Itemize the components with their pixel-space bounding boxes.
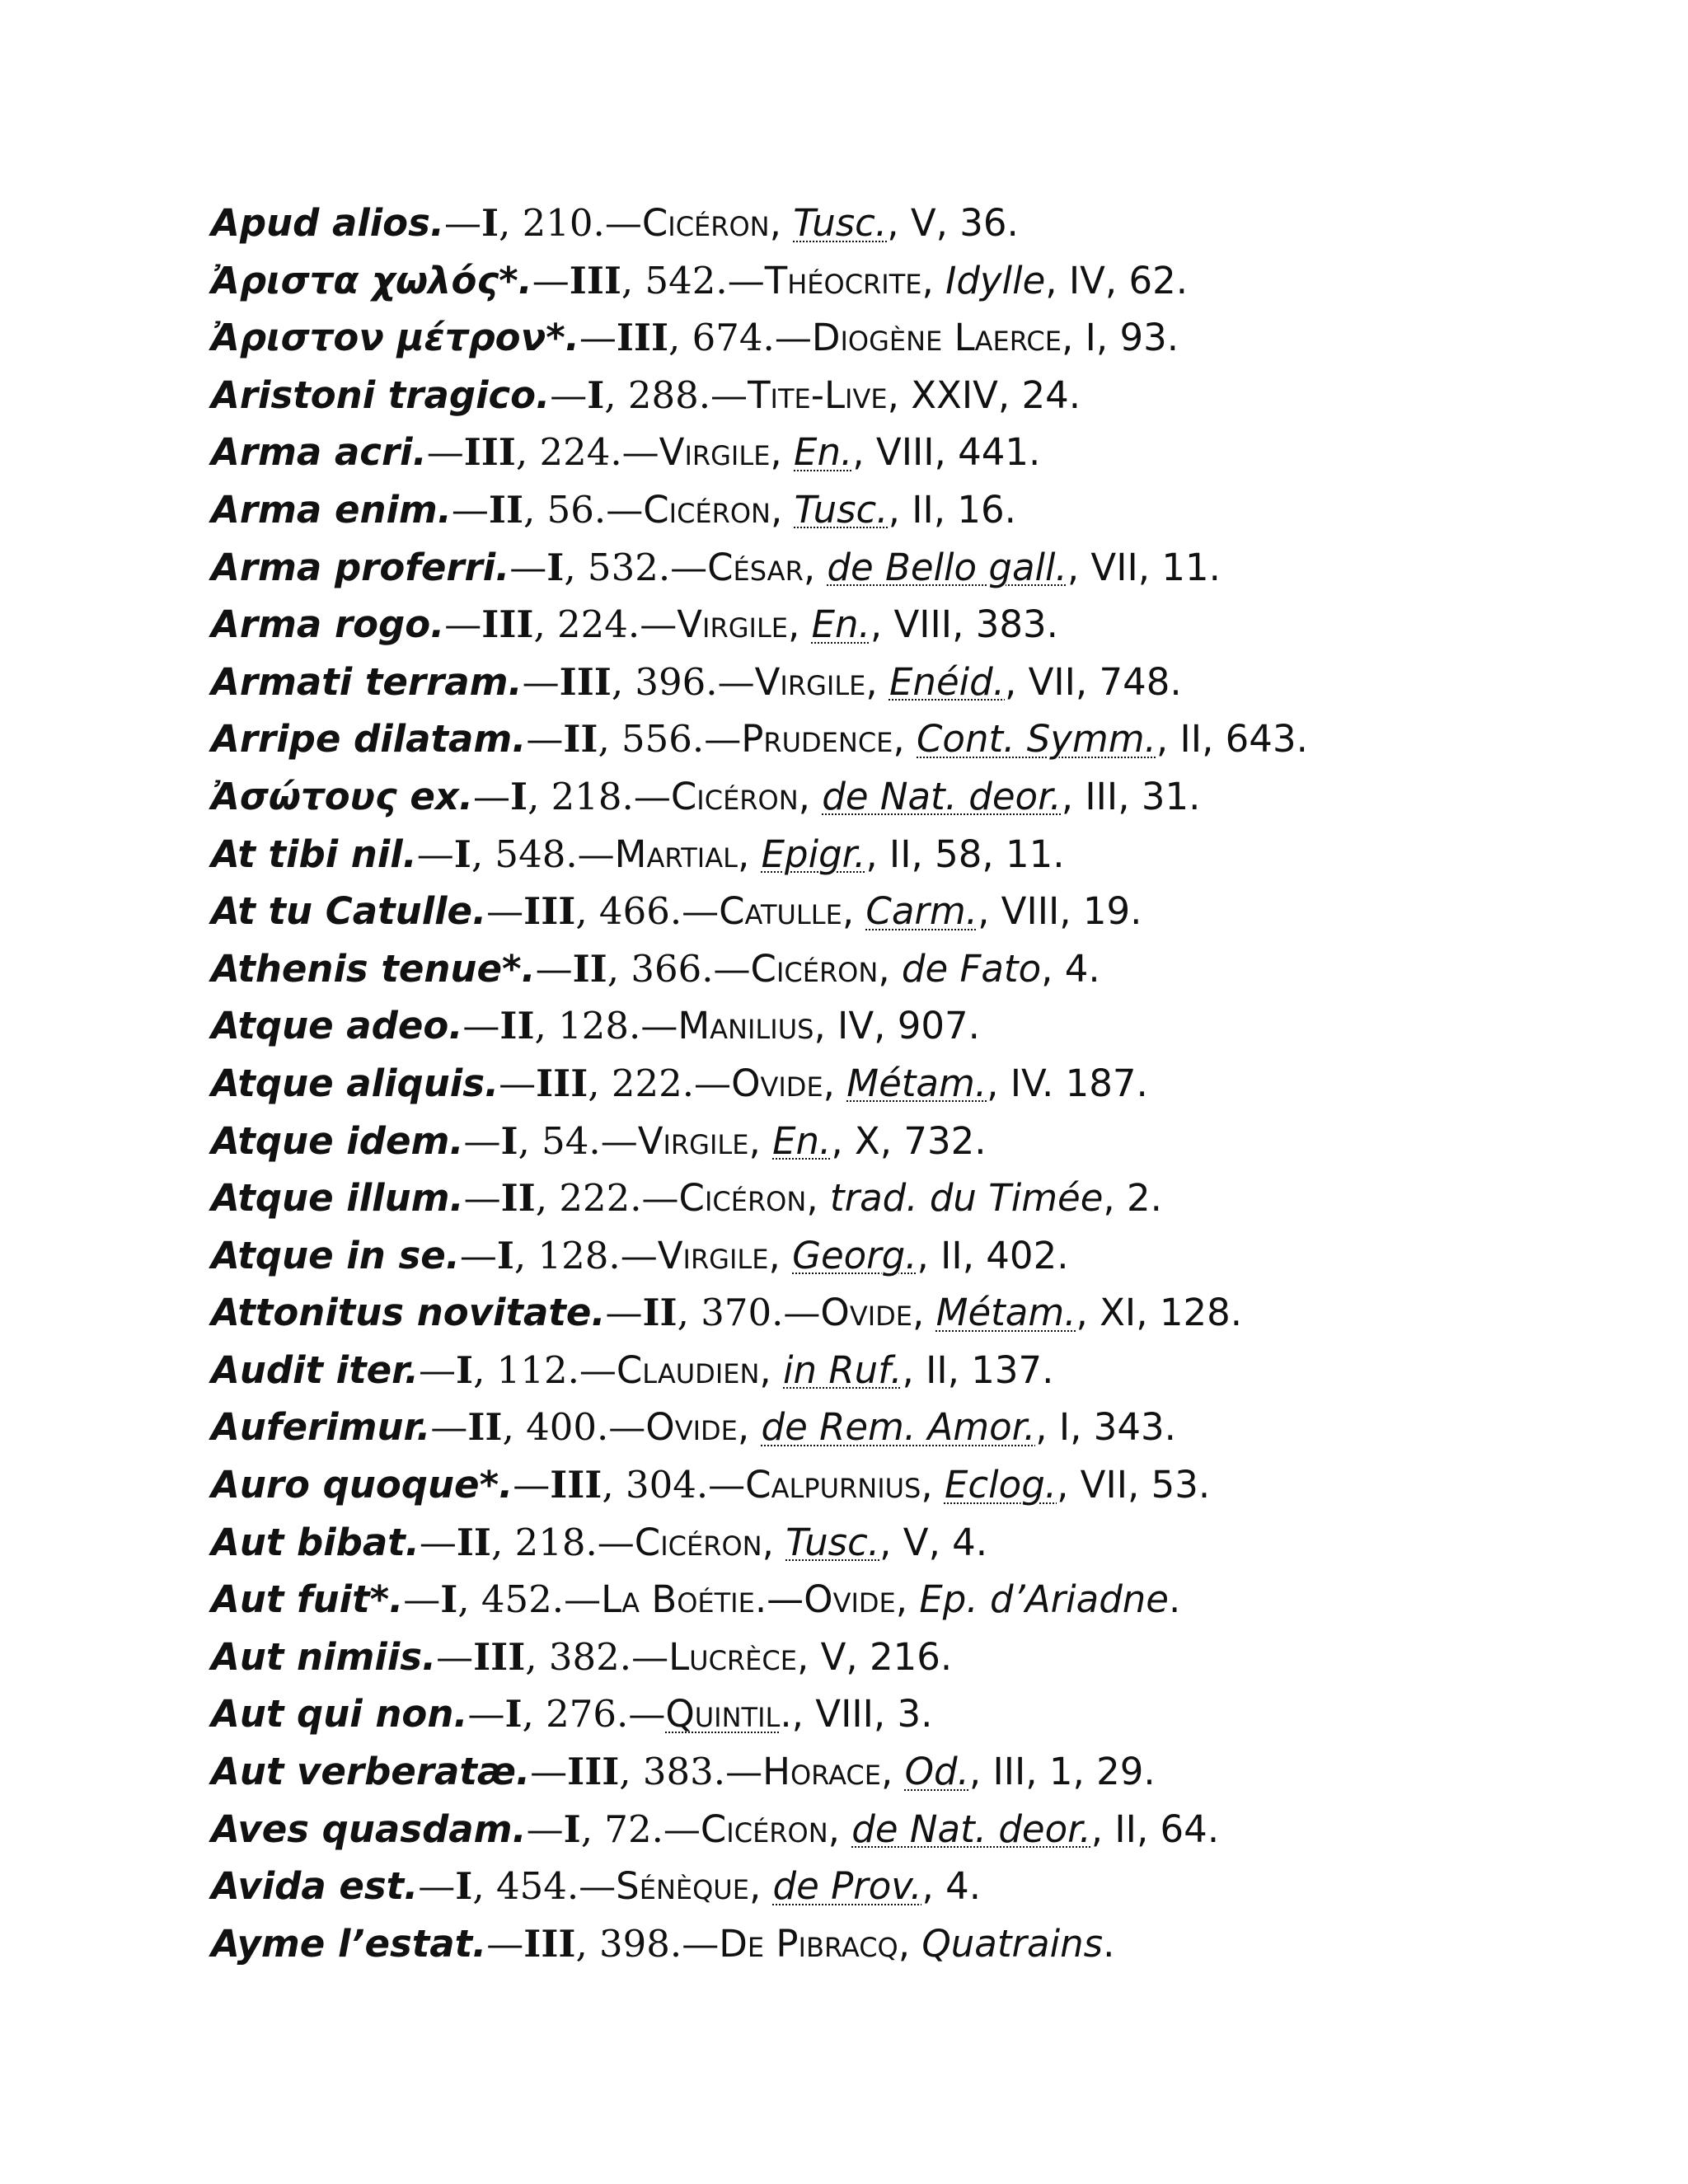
page-number: , 366.— xyxy=(607,946,751,991)
index-entry xyxy=(211,309,1612,367)
work-title: trad. du Timée xyxy=(829,1176,1104,1221)
work-title[interactable]: En. xyxy=(772,1118,832,1163)
index-entry xyxy=(211,826,1612,883)
entry-dash: — xyxy=(579,316,617,360)
quotation-incipit: Arma enim. xyxy=(211,487,452,532)
work-title[interactable]: de Bello gall. xyxy=(827,545,1067,589)
quotation-incipit: Atque in se. xyxy=(211,1233,460,1277)
page-number: , 218.— xyxy=(528,774,671,818)
index-entry xyxy=(211,883,1612,940)
reference-locator: , VIII, 383. xyxy=(870,602,1058,647)
separator: , xyxy=(762,1520,786,1564)
quotation-incipit: Atque idem. xyxy=(211,1118,464,1163)
index-entry xyxy=(211,424,1612,481)
separator: , xyxy=(878,946,902,991)
reference-locator: , II, 58, 11. xyxy=(865,832,1065,876)
separator: , xyxy=(814,1004,838,1048)
quotation-incipit: At tu Catulle. xyxy=(211,889,487,934)
separator: , xyxy=(748,1864,773,1909)
page-number: , 276.— xyxy=(522,1692,666,1736)
index-entry xyxy=(211,539,1612,597)
entry-dash: — xyxy=(436,1634,474,1679)
entry-dash: — xyxy=(444,602,482,647)
separator: , xyxy=(1061,316,1085,360)
work-title[interactable]: de Nat. deor. xyxy=(822,774,1062,818)
entry-dash: — xyxy=(416,832,454,876)
work-title[interactable]: Métam. xyxy=(846,1061,987,1105)
reference-locator: , II, 402. xyxy=(917,1233,1069,1277)
quotation-incipit: Aves quasdam. xyxy=(211,1807,527,1851)
volume-number: III xyxy=(463,430,516,475)
reference-locator: , II, 643. xyxy=(1156,717,1308,762)
page-number: , 112.— xyxy=(473,1347,617,1392)
quotation-incipit: Atque aliquis. xyxy=(211,1061,499,1105)
quotation-incipit: Athenis tenue*. xyxy=(211,946,536,991)
index-entry xyxy=(211,596,1612,654)
index-entry xyxy=(211,1629,1612,1686)
entry-dash: — xyxy=(426,430,464,475)
author-name: De Pibracq xyxy=(719,1921,898,1966)
author-name: Martial xyxy=(614,832,738,876)
index-entry xyxy=(211,1342,1612,1399)
entry-dash: — xyxy=(486,1921,524,1966)
index-entry xyxy=(211,194,1612,252)
author-name: Cicéron xyxy=(643,487,771,532)
author-name[interactable]: Quintil xyxy=(665,1692,781,1736)
reference-locator: , I, 343. xyxy=(1035,1405,1176,1450)
work-title[interactable]: in Ruf. xyxy=(783,1347,903,1392)
separator: , xyxy=(748,1118,773,1163)
index-entry xyxy=(211,1743,1612,1801)
quotation-incipit: Arma acri. xyxy=(211,430,427,475)
reference-locator: , II, 16. xyxy=(888,487,1016,532)
index-entry xyxy=(211,1801,1612,1858)
quotation-incipit: Armati terram. xyxy=(211,659,523,704)
entry-dash: — xyxy=(530,1750,568,1794)
work-title[interactable]: Carm. xyxy=(865,889,978,934)
author-name: Virgile xyxy=(754,659,866,704)
reference-locator: , VII, 11. xyxy=(1067,545,1221,589)
index-entry xyxy=(211,1055,1612,1113)
separator: , xyxy=(880,1750,905,1794)
author-name: Virgile xyxy=(659,430,771,475)
index-entry xyxy=(211,1514,1612,1572)
separator: , xyxy=(887,373,912,417)
index-entry xyxy=(211,1169,1612,1227)
entry-dash: — xyxy=(486,889,524,934)
volume-number: II xyxy=(500,1176,536,1221)
page-number: , 128.— xyxy=(534,1004,678,1048)
work-title[interactable]: Cont. Symm. xyxy=(917,717,1156,762)
separator: , xyxy=(823,1061,847,1105)
work-title[interactable]: Eclog. xyxy=(944,1463,1057,1507)
author-name: Cicéron xyxy=(678,1176,807,1221)
volume-number: III xyxy=(550,1463,603,1507)
author-name: Virgile xyxy=(637,1118,749,1163)
quotation-incipit: Aut bibat. xyxy=(211,1520,420,1564)
reference-locator: , IV, 62. xyxy=(1045,258,1189,302)
volume-number: III xyxy=(523,1921,576,1966)
volume-number: I xyxy=(546,545,565,589)
entry-dash: — xyxy=(605,1291,643,1335)
work-title[interactable]: Od. xyxy=(904,1750,969,1794)
page-number: , 532.— xyxy=(564,545,708,589)
work-title: de Fato xyxy=(901,946,1042,991)
separator: , xyxy=(768,1233,793,1277)
author-name: Virgile xyxy=(657,1233,769,1277)
separator: , xyxy=(798,774,823,818)
quotation-incipit: Attonitus novitate. xyxy=(211,1291,606,1335)
volume-number: I xyxy=(481,201,499,245)
reference-locator: . xyxy=(1103,1921,1115,1966)
quotation-incipit: Atque adeo. xyxy=(211,1004,463,1048)
separator: , xyxy=(865,659,889,704)
volume-number: II xyxy=(456,1520,491,1564)
page-number: , 383.— xyxy=(619,1750,763,1794)
author-name: Horace xyxy=(762,1750,881,1794)
work-title[interactable]: Tusc. xyxy=(785,1520,880,1564)
separator: , xyxy=(828,1807,852,1851)
separator: .— xyxy=(754,1577,804,1622)
volume-number: II xyxy=(499,1004,535,1048)
author-name: Cicéron xyxy=(700,1807,828,1851)
separator: , xyxy=(737,1405,762,1450)
volume-number: III xyxy=(559,659,612,704)
reference-locator: I, 93. xyxy=(1085,316,1179,360)
entry-dash: — xyxy=(522,659,560,704)
reference-locator: , VIII, 441. xyxy=(852,430,1041,475)
author-name: Lucrèce xyxy=(668,1634,797,1679)
entry-dash: — xyxy=(463,1176,501,1221)
work-title[interactable]: Tusc. xyxy=(794,487,889,532)
index-entry xyxy=(211,1399,1612,1456)
author-name: Ovide xyxy=(731,1061,823,1105)
work-title[interactable]: Georg. xyxy=(792,1233,917,1277)
entry-list xyxy=(211,194,1612,1972)
author-name: Cicéron xyxy=(670,774,799,818)
reference-locator: . xyxy=(1168,1577,1181,1622)
separator: , xyxy=(803,545,828,589)
quotation-incipit: Aut verberatæ. xyxy=(211,1750,531,1794)
work-title[interactable]: de Prov. xyxy=(772,1864,922,1909)
volume-number: II xyxy=(642,1291,678,1335)
volume-number: III xyxy=(481,602,534,647)
index-entry xyxy=(211,1284,1612,1342)
page-number: , 396.— xyxy=(611,659,755,704)
quotation-incipit: Avida est. xyxy=(211,1864,419,1909)
volume-number: II xyxy=(488,487,524,532)
page-number: , 674.— xyxy=(668,316,812,360)
reference-locator: , 4. xyxy=(1041,946,1100,991)
entry-dash: — xyxy=(550,373,588,417)
quotation-incipit: Arma proferri. xyxy=(211,545,510,589)
volume-number: III xyxy=(473,1634,526,1679)
volume-number: I xyxy=(500,1118,518,1163)
entry-dash: — xyxy=(403,1577,441,1622)
reference-locator: , II, 64. xyxy=(1090,1807,1220,1851)
page-number: , 370.— xyxy=(677,1291,821,1335)
quotation-incipit: Apud alios. xyxy=(211,201,444,245)
author-name: Calpurnius xyxy=(745,1463,921,1507)
separator: , xyxy=(806,1176,830,1221)
page-number: , 382.— xyxy=(525,1634,669,1679)
quotation-incipit: Atque illum. xyxy=(211,1176,464,1221)
page-number: , 398.— xyxy=(575,1921,720,1966)
page-number: , 304.— xyxy=(602,1463,746,1507)
index-entry xyxy=(211,367,1612,424)
separator: , xyxy=(921,1463,945,1507)
quotation-incipit: Arripe dilatam. xyxy=(211,717,527,762)
reference-locator: , III, 1, 29. xyxy=(968,1750,1156,1794)
volume-number: III xyxy=(523,889,576,934)
index-entry xyxy=(211,1685,1612,1743)
index-entry xyxy=(211,710,1612,768)
quotation-incipit: Ἀριστα χωλός*. xyxy=(211,258,532,302)
reference-locator: XXIV, 24. xyxy=(911,373,1081,417)
index-entry xyxy=(211,940,1612,998)
page-number: , 548.— xyxy=(471,832,615,876)
separator: , xyxy=(769,201,794,245)
index-entry xyxy=(211,481,1612,539)
author-name: Prudence xyxy=(741,717,893,762)
work-title[interactable]: de Rem. Amor. xyxy=(761,1405,1036,1450)
volume-number: III xyxy=(569,258,621,302)
reference-locator: , VII, 53. xyxy=(1057,1463,1211,1507)
quotation-incipit: At tibi nil. xyxy=(211,832,417,876)
quotation-incipit: Ἀριστον μέτρον*. xyxy=(211,316,579,360)
index-entry xyxy=(211,1456,1612,1514)
author-name: Manilius xyxy=(678,1004,814,1048)
quotation-incipit: Auferimur. xyxy=(211,1405,431,1450)
author-name: Claudien xyxy=(616,1347,760,1392)
page-number: , 452.— xyxy=(457,1577,602,1622)
work-title: Ep. d’Ariadne xyxy=(919,1577,1169,1622)
separator: , xyxy=(737,832,762,876)
page-number: , 210.— xyxy=(499,201,642,245)
second-author-name: Ovide xyxy=(804,1577,896,1622)
work-title[interactable]: En. xyxy=(811,602,870,647)
entry-dash: — xyxy=(513,1463,551,1507)
author-name: Cicéron xyxy=(641,201,770,245)
entry-dash: — xyxy=(419,1347,457,1392)
volume-number: III xyxy=(616,316,669,360)
quotation-incipit: Aristoni tragico. xyxy=(211,373,551,417)
entry-dash: — xyxy=(430,1405,468,1450)
author-name: Tite-Live xyxy=(748,373,888,417)
entry-dash: — xyxy=(532,258,570,302)
separator: , xyxy=(893,717,917,762)
entry-dash: — xyxy=(418,1864,456,1909)
work-title[interactable]: Enéid. xyxy=(889,659,1005,704)
reference-locator: , V, 4. xyxy=(879,1520,988,1564)
page-number: , 400.— xyxy=(502,1405,646,1450)
author-name: La Boétie xyxy=(601,1577,755,1622)
entry-dash: — xyxy=(463,1118,501,1163)
volume-number: III xyxy=(567,1750,620,1794)
reference-locator: , IV. 187. xyxy=(987,1061,1148,1105)
page-number: , 218.— xyxy=(490,1520,635,1564)
quotation-incipit: Aut fuit*. xyxy=(211,1577,404,1622)
separator: , xyxy=(842,889,866,934)
page-number: , 556.— xyxy=(598,717,742,762)
quotation-incipit: Aut qui non. xyxy=(211,1692,468,1736)
reference-locator: , 2. xyxy=(1103,1176,1162,1221)
author-name: Théocrite xyxy=(764,258,922,302)
volume-number: II xyxy=(563,717,598,762)
separator: , xyxy=(912,1291,936,1335)
reference-locator: , III, 31. xyxy=(1061,774,1201,818)
entry-dash: — xyxy=(459,1233,497,1277)
author-name: Cicéron xyxy=(634,1520,762,1564)
separator: , xyxy=(788,602,812,647)
page-number: , 54.— xyxy=(518,1118,638,1163)
quotation-incipit: Ayme l’estat. xyxy=(211,1921,487,1966)
entry-dash: — xyxy=(499,1061,537,1105)
author-name: César xyxy=(707,545,804,589)
separator: , xyxy=(770,430,795,475)
index-entry xyxy=(211,654,1612,711)
page-number: , 222.— xyxy=(588,1061,732,1105)
volume-number: I xyxy=(510,774,528,818)
page-number: , 72.— xyxy=(580,1807,701,1851)
separator: , xyxy=(895,1577,920,1622)
volume-number: I xyxy=(563,1807,581,1851)
entry-dash: — xyxy=(509,545,547,589)
page-number: , 224.— xyxy=(515,430,659,475)
entry-dash: — xyxy=(462,1004,500,1048)
index-entry xyxy=(211,1858,1612,1915)
work-title: Quatrains xyxy=(921,1921,1104,1966)
volume-number: I xyxy=(587,373,605,417)
reference-locator: , 4. xyxy=(921,1864,982,1909)
entry-dash: — xyxy=(467,1692,505,1736)
separator: , xyxy=(921,258,946,302)
work-title: Idylle xyxy=(945,258,1046,302)
entry-dash: — xyxy=(473,774,510,818)
index-entry xyxy=(211,1113,1612,1170)
index-entry xyxy=(211,1571,1612,1629)
author-name: Sénèque xyxy=(616,1864,749,1909)
separator: , xyxy=(898,1921,922,1966)
entry-dash: — xyxy=(443,201,481,245)
index-entry xyxy=(211,1915,1612,1973)
author-name: Cicéron xyxy=(750,946,879,991)
volume-number: II xyxy=(572,946,607,991)
reference-locator: , XI, 128. xyxy=(1076,1291,1243,1335)
work-title[interactable]: Tusc. xyxy=(793,201,888,245)
work-title[interactable]: En. xyxy=(794,430,853,475)
volume-number: III xyxy=(536,1061,588,1105)
work-title[interactable]: Métam. xyxy=(935,1291,1076,1335)
reference-locator: V, 216. xyxy=(820,1634,953,1679)
reference-locator: , V, 36. xyxy=(887,201,1019,245)
page-number: , 454.— xyxy=(472,1864,617,1909)
citation-index xyxy=(211,194,1612,1972)
volume-number: I xyxy=(453,832,471,876)
entry-dash: — xyxy=(526,717,564,762)
volume-number: I xyxy=(440,1577,458,1622)
author-name: Diogène Laerce xyxy=(811,316,1062,360)
index-entry xyxy=(211,252,1612,310)
quotation-incipit: Audit iter. xyxy=(211,1347,420,1392)
volume-number: II xyxy=(467,1405,503,1450)
volume-number: I xyxy=(504,1692,523,1736)
reference-locator: , VII, 748. xyxy=(1005,659,1182,704)
author-name: Catulle xyxy=(719,889,842,934)
separator: , xyxy=(759,1347,784,1392)
quotation-incipit: Arma rogo. xyxy=(211,602,445,647)
volume-number: I xyxy=(496,1233,514,1277)
quotation-incipit: Ἀσώτους ex. xyxy=(211,774,473,818)
separator: , xyxy=(796,1634,821,1679)
work-title[interactable]: de Nat. deor. xyxy=(851,1807,1091,1851)
page-number: , 542.— xyxy=(621,258,765,302)
entry-dash: — xyxy=(526,1807,564,1851)
author-name: Ovide xyxy=(645,1405,738,1450)
page-number: , 128.— xyxy=(513,1233,658,1277)
quotation-incipit: Auro quoque*. xyxy=(211,1463,513,1507)
page-number: , 288.— xyxy=(604,373,748,417)
separator: , xyxy=(771,487,795,532)
index-entry xyxy=(211,997,1612,1055)
page-number: , 56.— xyxy=(523,487,644,532)
author-name: Virgile xyxy=(677,602,788,647)
page-number: , 222.— xyxy=(535,1176,679,1221)
reference-locator: , II, 137. xyxy=(902,1347,1054,1392)
quotation-incipit: Aut nimiis. xyxy=(211,1634,437,1679)
entry-dash: — xyxy=(419,1520,457,1564)
author-name: Ovide xyxy=(820,1291,913,1335)
page-number: , 224.— xyxy=(533,602,678,647)
entry-dash: — xyxy=(535,946,573,991)
entry-dash: — xyxy=(451,487,489,532)
reference-locator: , X, 732. xyxy=(831,1118,987,1163)
index-entry xyxy=(211,1227,1612,1285)
index-entry xyxy=(211,768,1612,826)
work-title[interactable]: Epigr. xyxy=(761,832,866,876)
reference-locator: IV, 907. xyxy=(837,1004,980,1048)
reference-locator: , VIII, 19. xyxy=(978,889,1142,934)
volume-number: I xyxy=(455,1864,473,1909)
volume-number: I xyxy=(456,1347,474,1392)
page-number: , 466.— xyxy=(575,889,720,934)
reference-locator: ., VIII, 3. xyxy=(780,1692,933,1736)
